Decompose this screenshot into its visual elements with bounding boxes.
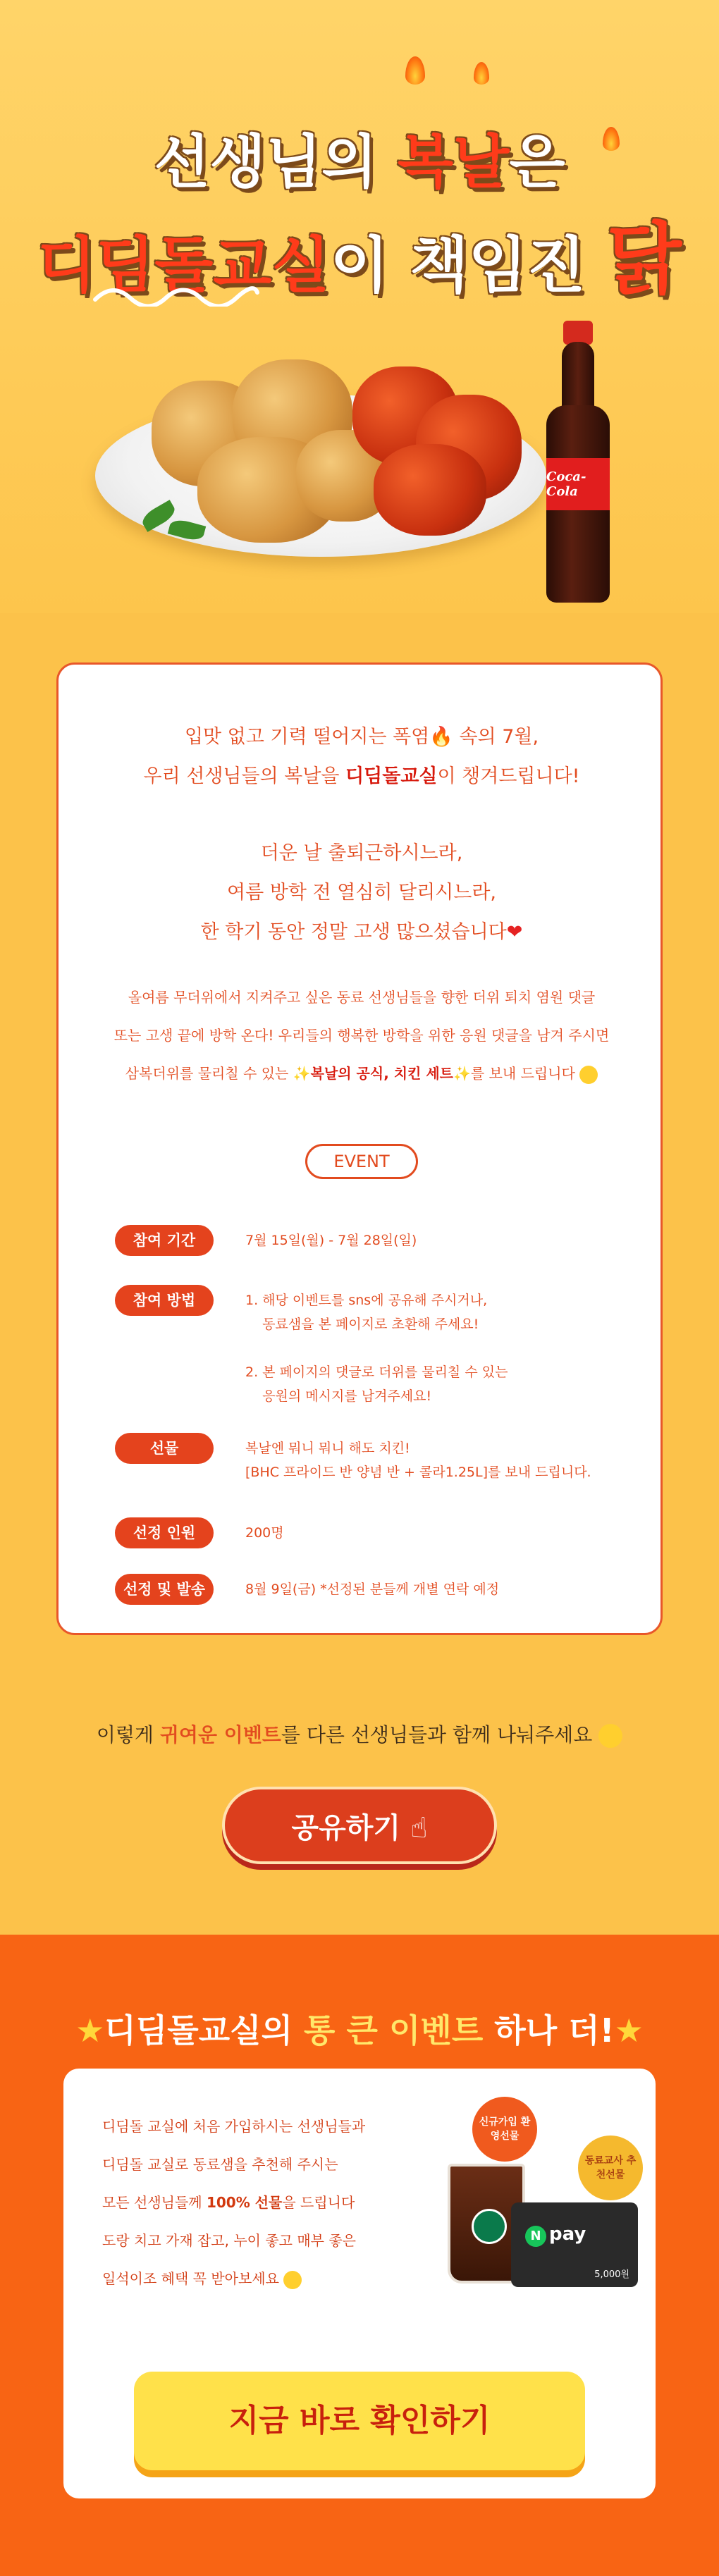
heart-eyes-emoji-icon bbox=[598, 1724, 622, 1748]
bonus-title-text: 디딤돌교실의 bbox=[104, 2011, 305, 2050]
heart-icon: ❤ bbox=[506, 921, 523, 943]
description-line: 올여름 무더위에서 지켜주고 싶은 동료 선생님들을 향한 더위 퇴치 염원 댓글 bbox=[128, 989, 596, 1006]
share-prompt bbox=[0, 1720, 719, 1748]
share-highlight: 귀여운 이벤트 bbox=[159, 1723, 281, 1746]
referral-gift-badge: 동료교사 추천선물 bbox=[578, 2136, 643, 2200]
event-label: EVENT bbox=[305, 1144, 418, 1179]
intro-line: 더운 날 출퇴근하시느라, bbox=[260, 842, 463, 864]
star-icon: ★ bbox=[75, 2011, 105, 2050]
pointing-hand-icon: ☝ bbox=[410, 1812, 428, 1844]
description-block bbox=[101, 978, 622, 1092]
info-tag: 선정 및 발송 bbox=[115, 1574, 214, 1605]
info-value: 200명 bbox=[245, 1525, 284, 1541]
bonus-text: 을 드립니다 bbox=[282, 2194, 355, 2211]
npay-text: pay bbox=[549, 2224, 586, 2245]
intro-text: 한 학기 동안 정말 고생 많으셨습니다 bbox=[200, 921, 507, 943]
bonus-line: 도랑 치고 가재 잡고, 누이 좋고 매부 좋은 bbox=[102, 2232, 356, 2249]
bonus-title-text: 하나 더! bbox=[483, 2011, 615, 2050]
info-value: 1. 해당 이벤트를 sns에 공유해 주시거나, 동료샘을 본 페이지로 초환해 주세요! 2. 본 페이지의 댓글로 더위를 물리칠 수 있는 응원의 메시지를 남겨주세요! bbox=[245, 1293, 508, 1404]
intro-line: 입맛 없고 기력 떨어지는 폭염🔥 속의 7월, bbox=[184, 726, 539, 748]
hero-section bbox=[0, 0, 719, 613]
bonus-line: 디딤돌 교실로 동료샘을 추천해 주시는 bbox=[102, 2156, 338, 2173]
hero-title-line1 bbox=[0, 116, 719, 199]
npay-card-image bbox=[511, 2202, 638, 2287]
cola-bottle-image bbox=[539, 321, 617, 603]
bonus-event-section bbox=[0, 1935, 719, 2576]
info-value: 8월 9일(금) *선정된 분들께 개별 연락 예정 bbox=[245, 1582, 500, 1597]
bonus-text: 일석이조 혜택 꼭 받아보세요 bbox=[102, 2270, 279, 2287]
description-line bbox=[101, 1054, 622, 1092]
starbucks-logo-icon bbox=[472, 2209, 507, 2244]
info-value: 7월 15일(월) - 7월 28일(일) bbox=[245, 1233, 417, 1248]
hero-title-accent: 디딤돌교실 bbox=[37, 230, 331, 301]
share-text: 를 다른 선생님들과 함께 나눠주세요 bbox=[281, 1723, 593, 1746]
kiss-emoji-icon bbox=[283, 2271, 302, 2289]
flame-icon bbox=[474, 62, 489, 85]
description-line: 또는 고생 끝에 방학 온다! 우리들의 행복한 방학을 위한 응원 댓글을 남겨 주시면 bbox=[113, 1027, 610, 1044]
intro-block bbox=[59, 717, 665, 796]
intro-line: 여름 방학 전 열심히 달리시느라, bbox=[227, 882, 496, 904]
intro-line bbox=[59, 913, 665, 952]
info-tag: 선정 인원 bbox=[115, 1517, 214, 1548]
welcome-gift-badge: 신규가입 환영선물 bbox=[472, 2097, 537, 2162]
bonus-highlight: 100% 선물 bbox=[206, 2194, 283, 2211]
flame-icon bbox=[405, 56, 425, 85]
bottle-cap bbox=[563, 321, 593, 345]
share-text: 이렇게 bbox=[96, 1723, 160, 1746]
bonus-title-highlight: 통 큰 이벤트 bbox=[304, 2011, 484, 2050]
intro2-block bbox=[59, 834, 665, 952]
info-tag: 선물 bbox=[115, 1433, 214, 1464]
bonus-text: 모든 선생님들께 bbox=[102, 2194, 207, 2211]
bonus-line bbox=[102, 2260, 469, 2298]
intro-text: 우리 선생님들의 복날을 bbox=[143, 765, 346, 787]
bonus-line bbox=[102, 2183, 469, 2221]
bottle-neck bbox=[562, 342, 594, 412]
bonus-title bbox=[0, 2005, 719, 2052]
bottle-label: Coca-Cola bbox=[546, 458, 610, 510]
intro-text: 이 챙겨드립니다! bbox=[437, 765, 580, 787]
npay-n-icon: N bbox=[525, 2226, 546, 2247]
star-icon: ★ bbox=[614, 2011, 644, 2050]
gift-image bbox=[434, 2097, 645, 2308]
description-text: ✨를 보내 드립니다 bbox=[453, 1065, 575, 1082]
heart-eyes-emoji-icon bbox=[579, 1066, 598, 1084]
share-button-label: 공유하기 bbox=[291, 1812, 401, 1844]
info-tag: 참여 방법 bbox=[115, 1285, 214, 1316]
bonus-card bbox=[63, 2069, 656, 2498]
squiggle-decoration bbox=[92, 278, 261, 307]
hero-title-accent: 닭 bbox=[606, 214, 682, 304]
hero-title-text: 이 책임진 bbox=[330, 230, 607, 301]
info-tag: 참여 기간 bbox=[115, 1225, 214, 1256]
share-button[interactable] bbox=[222, 1787, 497, 1864]
info-value: 복날엔 뭐니 뭐니 해도 치킨! [BHC 프라이드 반 양념 반 + 콜라1.25L]를 보내 드립니다. bbox=[245, 1441, 591, 1480]
check-now-button[interactable]: 지금 바로 확인하기 bbox=[134, 2372, 585, 2470]
intro-line bbox=[59, 757, 665, 796]
hero-title-text: 은 bbox=[509, 129, 565, 196]
sauced-chicken-image bbox=[374, 444, 486, 536]
description-text: 삼복더위를 물리칠 수 있는 ✨ bbox=[125, 1065, 311, 1082]
intro-highlight: 디딤돌교실 bbox=[345, 765, 438, 787]
npay-logo bbox=[525, 2224, 586, 2247]
description-highlight: 복날의 공식, 치킨 세트 bbox=[310, 1065, 453, 1082]
event-details-card bbox=[56, 663, 663, 1635]
hero-title-text: 선생님의 bbox=[154, 129, 398, 196]
npay-amount: 5,000원 bbox=[594, 2269, 629, 2280]
hero-title-accent: 복날 bbox=[397, 129, 510, 196]
bonus-description bbox=[102, 2107, 469, 2298]
bonus-line: 디딤돌 교실에 처음 가입하시는 선생님들과 bbox=[102, 2118, 366, 2135]
